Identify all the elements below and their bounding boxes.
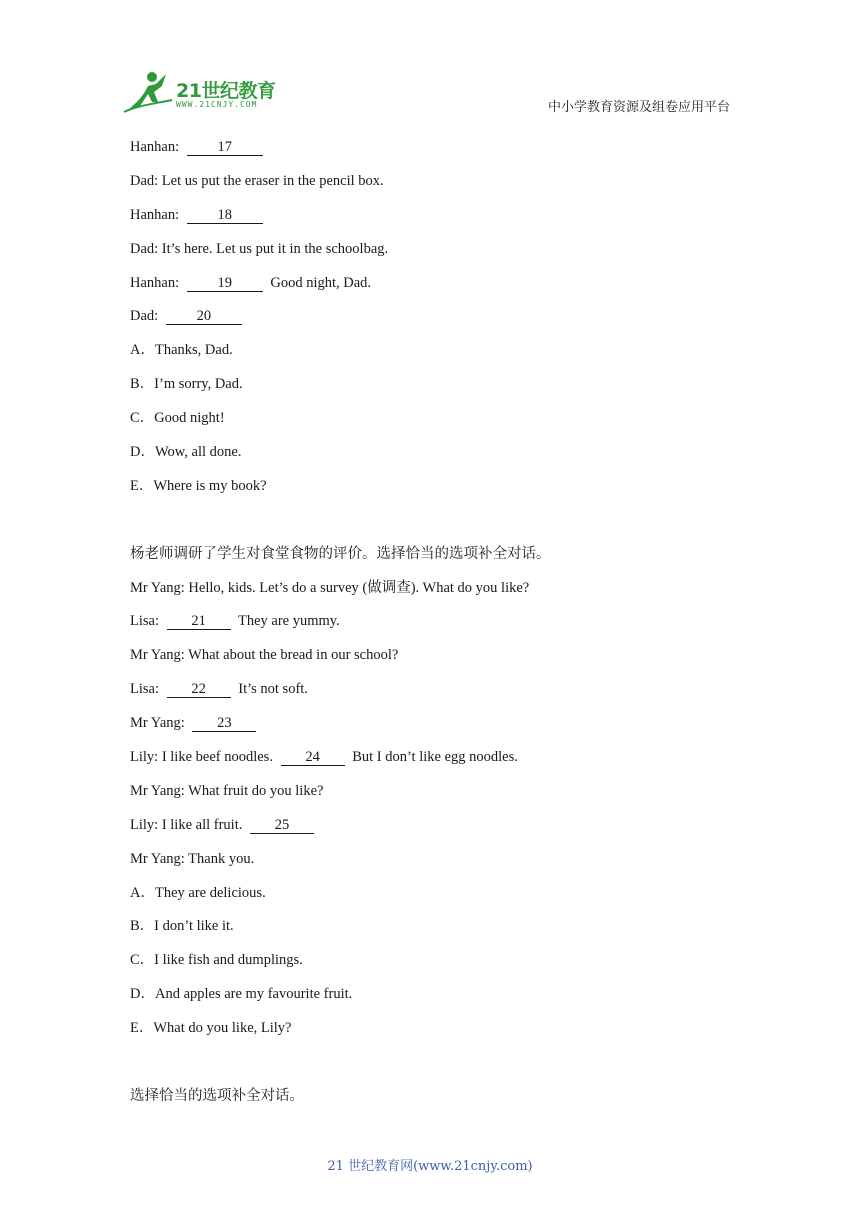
option-item: A．Thanks, Dad. (130, 342, 233, 359)
dialogue-line: Mr Yang: Hello, kids. Let’s do a survey (做调查). What do you like? (130, 579, 530, 596)
logo (122, 70, 292, 116)
dialogue-line (130, 206, 770, 240)
answer-blank: 23 (192, 716, 256, 732)
speaker: Hanhan: (130, 139, 180, 155)
dialogue-line: Mr Yang: What about the bread in our school? (130, 647, 399, 664)
option-item: B．I’m sorry, Dad. (130, 376, 243, 393)
logo-text: 21世纪教育 (176, 80, 276, 102)
dialogue-line (130, 816, 770, 850)
dialogue-line (130, 138, 770, 172)
speaker: Dad: (130, 308, 159, 325)
option-item: D．Wow, all done. (130, 444, 242, 461)
section-instruction: 选择恰当的选项补全对话。 (130, 1087, 304, 1104)
answer-blank: 18 (187, 208, 263, 224)
answer-blank: 21 (167, 614, 231, 630)
speaker: Mr Yang: (130, 715, 185, 732)
answer-blank: 25 (250, 818, 314, 834)
option-item: B．I don’t like it. (130, 918, 234, 935)
dialogue-line: Dad: It’s here. Let us put it in the schoolbag. (130, 240, 389, 257)
dialogue-line (130, 612, 770, 646)
dialogue-line: Mr Yang: Thank you. (130, 850, 255, 867)
document-body (130, 138, 770, 1121)
dialogue-line (130, 748, 770, 782)
speaker: Hanhan: (130, 274, 180, 291)
speaker: Lisa: (130, 613, 159, 630)
option-item: C．I like fish and dumplings. (130, 952, 303, 969)
logo-url: WWW.21CNJY.COM (176, 100, 258, 109)
speaker: Lily: I like beef noodles. (130, 749, 273, 766)
line-text: It’s not soft. (238, 681, 308, 698)
answer-blank: 19 (187, 276, 263, 292)
option-item: E．What do you like, Lily? (130, 1020, 292, 1037)
answer-blank: 24 (281, 750, 345, 766)
dialogue-line (130, 274, 770, 308)
option-item: C．Good night! (130, 410, 225, 427)
answer-blank: 22 (167, 682, 231, 698)
runner-logo-icon (122, 70, 174, 114)
option-item: D．And apples are my favourite fruit. (130, 986, 353, 1003)
dialogue-line: Dad: Let us put the eraser in the pencil box. (130, 172, 384, 189)
option-item: A．They are delicious. (130, 884, 266, 901)
speaker: Hanhan: (130, 206, 180, 223)
answer-blank: 17 (187, 140, 263, 156)
page-header (0, 0, 860, 120)
line-text: They are yummy. (238, 613, 340, 630)
section-instruction: 杨老师调研了学生对食堂食物的评价。选择恰当的选项补全对话。 (130, 545, 551, 562)
line-text: But I don’t like egg noodles. (352, 749, 518, 766)
speaker: Lily: I like all fruit. (130, 816, 243, 833)
dialogue-line (130, 307, 770, 341)
dialogue-line (130, 714, 770, 748)
answer-blank: 20 (166, 309, 242, 325)
line-text: Good night, Dad. (270, 274, 372, 291)
dialogue-line (130, 680, 770, 714)
platform-title: 中小学教育资源及组卷应用平台 (548, 100, 731, 115)
option-item: E．Where is my book? (130, 477, 267, 494)
dialogue-line: Mr Yang: What fruit do you like? (130, 782, 324, 799)
page-footer: 21 世纪教育网(www.21cnjy.com) (327, 1159, 533, 1174)
speaker: Lisa: (130, 681, 159, 698)
